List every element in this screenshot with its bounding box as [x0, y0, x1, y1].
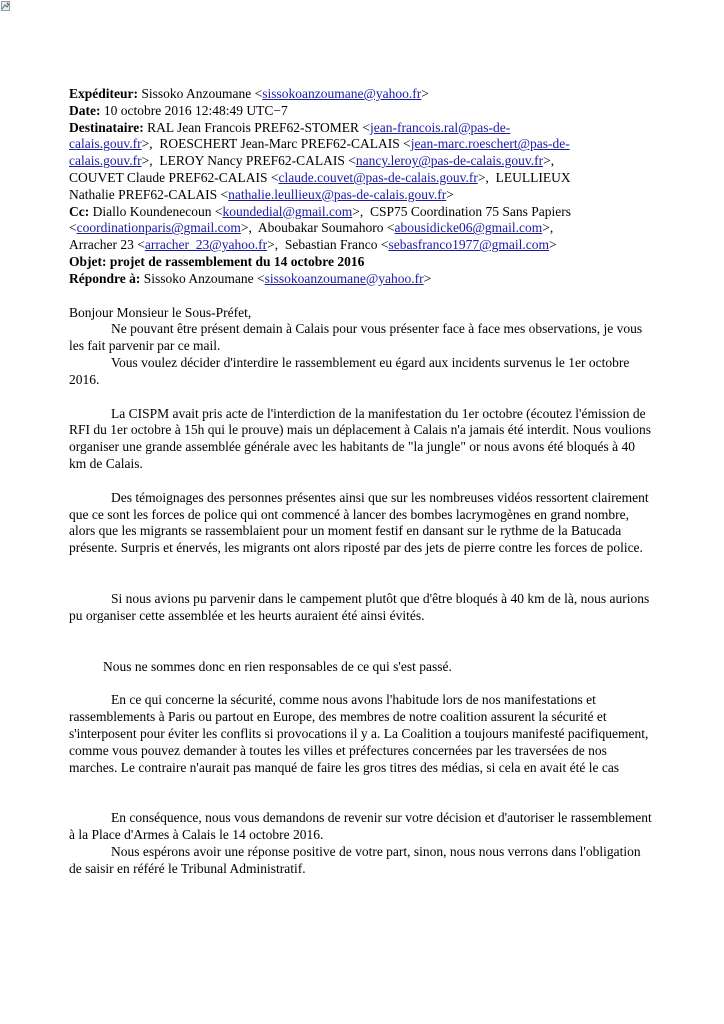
cc-email-link-4[interactable]: arracher_23@yahoo.fr	[144, 237, 268, 253]
cc-email-link-5[interactable]: sebasfranco1977@gmail.com	[388, 237, 549, 253]
broken-image-icon	[1, 1, 10, 11]
header-to: Destinataire: RAL Jean Francois PREF62-STOMER <jean-francois.ral@pas-de- calais.gouv.fr>, ROESCHERT Jean-Marc PREF62-CALAIS <jean-marc.roeschert@pas-de- calais.gouv.fr>, LEROY Nancy PREF62-CALAIS <nancy.leroy@pas-de-calais.gouv.fr>, COUVET Claude PREF62-CALAIS <claude.couvet@pas-de-calais.gouv.fr>, LEULLIEUX Nathalie PREF62-CALAIS <nathalie.leullieux@pas-de-calais.gouv.fr>	[69, 119, 571, 202]
paragraph-5: Si nous avions pu parvenir dans le campement plutôt que d'être bloqués à 40 km de là, nous aurions pu organiser cette assemblée et les heurts auraient été ainsi évités.	[69, 590, 650, 623]
paragraph-6: Nous ne sommes donc en rien responsables de ce qui s'est passé.	[103, 658, 452, 674]
to-name-3: LEROY Nancy PREF62-CALAIS	[159, 153, 345, 169]
greeting: Bonjour Monsieur le Sous-Préfet,	[69, 304, 252, 320]
to-email-link-1a[interactable]: jean-francois.ral@pas-de-	[370, 119, 511, 135]
date-label: Date:	[69, 102, 101, 118]
cc-name-5: Sebastian Franco	[284, 237, 378, 253]
paragraph-9: Nous espérons avoir une réponse positive de votre part, sinon, nous nous verrons dans l'obligation de saisir en référé le Tribunal Administratif.	[69, 843, 641, 876]
to-name-5b: Nathalie PREF62-CALAIS	[69, 186, 218, 202]
header-date	[69, 103, 655, 120]
paragraph-2: Vous voulez décider d'interdire le rassemblement eu égard aux incidents survenus le 1er octobre 2016.	[69, 354, 630, 387]
header-cc: Cc: Diallo Koundenecoun <koundedial@gmail.com>, CSP75 Coordination 75 Sans Papiers <coordinationparis@gmail.com>, Aboubakar Soumahoro <abousidicke06@gmail.com>, Arracher 23 <arracher_23@yahoo.fr>, Sebastian Franco <sebasfranco1977@gmail.com>	[69, 203, 572, 253]
paragraph-4: Des témoignages des personnes présentes ainsi que sur les nombreuses vidéos ressortent clairement que ce sont les forces de police qui ont commencé à lancer des bombes lacrymogènes en grand nombre, alors que les migrants se rassemblaient pour un moment festif en dansant sur le rythme de la Batucada présente. Surpris et énervés, les migrants ont alors riposté par des jets de pierre contre les forces de police.	[69, 489, 649, 556]
paragraph-1: Ne pouvant être présent demain à Calais pour vous présenter face à face mes observations, je vous les fait parvenir par ce mail.	[69, 321, 643, 354]
date-value: 10 octobre 2016 12:48:49 UTC−7	[103, 102, 288, 118]
reply-to-name: Sissoko Anzoumane	[143, 270, 254, 286]
cc-name-4: Arracher 23	[69, 237, 134, 253]
paragraph-8: En conséquence, nous vous demandons de revenir sur votre décision et d'autoriser le rassemblement à la Place d'Armes à Calais le 14 octobre 2016.	[69, 810, 652, 843]
cc-name-2: CSP75 Coordination 75 Sans Papiers	[370, 203, 572, 219]
cc-email-link-1[interactable]: koundedial@gmail.com	[222, 203, 353, 219]
to-name-5a: LEULLIEUX	[495, 169, 571, 185]
subject-value: projet de rassemblement du 14 octobre 2016	[109, 253, 365, 269]
paragraph-7: En ce qui concerne la sécurité, comme nous avons l'habitude lors de nos manifestations et rassemblements à Paris ou partout en Europe, des membres de notre coalition assurent la sécurité et s'interposent pour éviter les conflits si provocations il y a. La Coalition a toujours manifesté pacifiquement, comme vous pouvez demander à toutes les villes et préfectures concernées par les traversées de nos marches. Le contraire n'aurait pas manqué de faire les gros titres des médias, si cela en avait été le cas	[69, 692, 649, 775]
header-from: Expéditeur: Sissoko Anzoumane <sissokoanzoumane@yahoo.fr>	[69, 86, 429, 101]
from-email-link[interactable]: sissokoanzoumane@yahoo.fr	[262, 86, 422, 101]
to-label: Destinataire:	[69, 119, 144, 135]
header-subject	[69, 254, 655, 271]
cc-label: Cc:	[69, 203, 90, 219]
subject-label: Objet:	[69, 253, 107, 269]
reply-to-email-link[interactable]: sissokoanzoumane@yahoo.fr	[264, 270, 424, 286]
to-email-link-5[interactable]: nathalie.leullieux@pas-de-calais.gouv.fr	[228, 186, 447, 202]
to-email-link-3[interactable]: nancy.leroy@pas-de-calais.gouv.fr	[355, 153, 544, 169]
to-name-1: RAL Jean Francois PREF62-STOMER	[147, 119, 359, 135]
to-name-2: ROESCHERT Jean-Marc PREF62-CALAIS	[159, 136, 400, 152]
from-label: Expéditeur:	[69, 86, 138, 101]
cc-name-1: Diallo Koundenecoun	[92, 203, 212, 219]
cc-email-link-3[interactable]: abousidicke06@gmail.com	[394, 220, 543, 236]
to-email-link-4[interactable]: claude.couvet@pas-de-calais.gouv.fr	[278, 169, 478, 185]
reply-to-label: Répondre à:	[69, 270, 141, 286]
to-email-link-2a[interactable]: jean-marc.roeschert@pas-de-	[410, 136, 570, 152]
to-email-link-2b[interactable]: calais.gouv.fr	[69, 153, 142, 169]
header-reply-to: Répondre à: Sissoko Anzoumane <sissokoanzoumane@yahoo.fr>	[69, 270, 432, 286]
cc-name-3: Aboubakar Soumahoro	[257, 220, 384, 236]
email-document	[69, 86, 655, 877]
paragraph-3: La CISPM avait pris acte de l'interdiction de la manifestation du 1er octobre (écoutez l'émission de RFI du 1er octobre à 15h qui le prouve) mais un déplacement à Calais n'a jamais été interdit. Nous voulions organiser une grande assemblée générale avec les habitants de "la jungle" or nous avons été bloqués à 40 km de Calais.	[69, 405, 652, 471]
to-email-link-1b[interactable]: calais.gouv.fr	[69, 136, 142, 152]
from-name: Sissoko Anzoumane	[141, 86, 252, 101]
to-name-4: COUVET Claude PREF62-CALAIS	[69, 169, 268, 185]
cc-email-link-2[interactable]: coordinationparis@gmail.com	[76, 220, 241, 236]
